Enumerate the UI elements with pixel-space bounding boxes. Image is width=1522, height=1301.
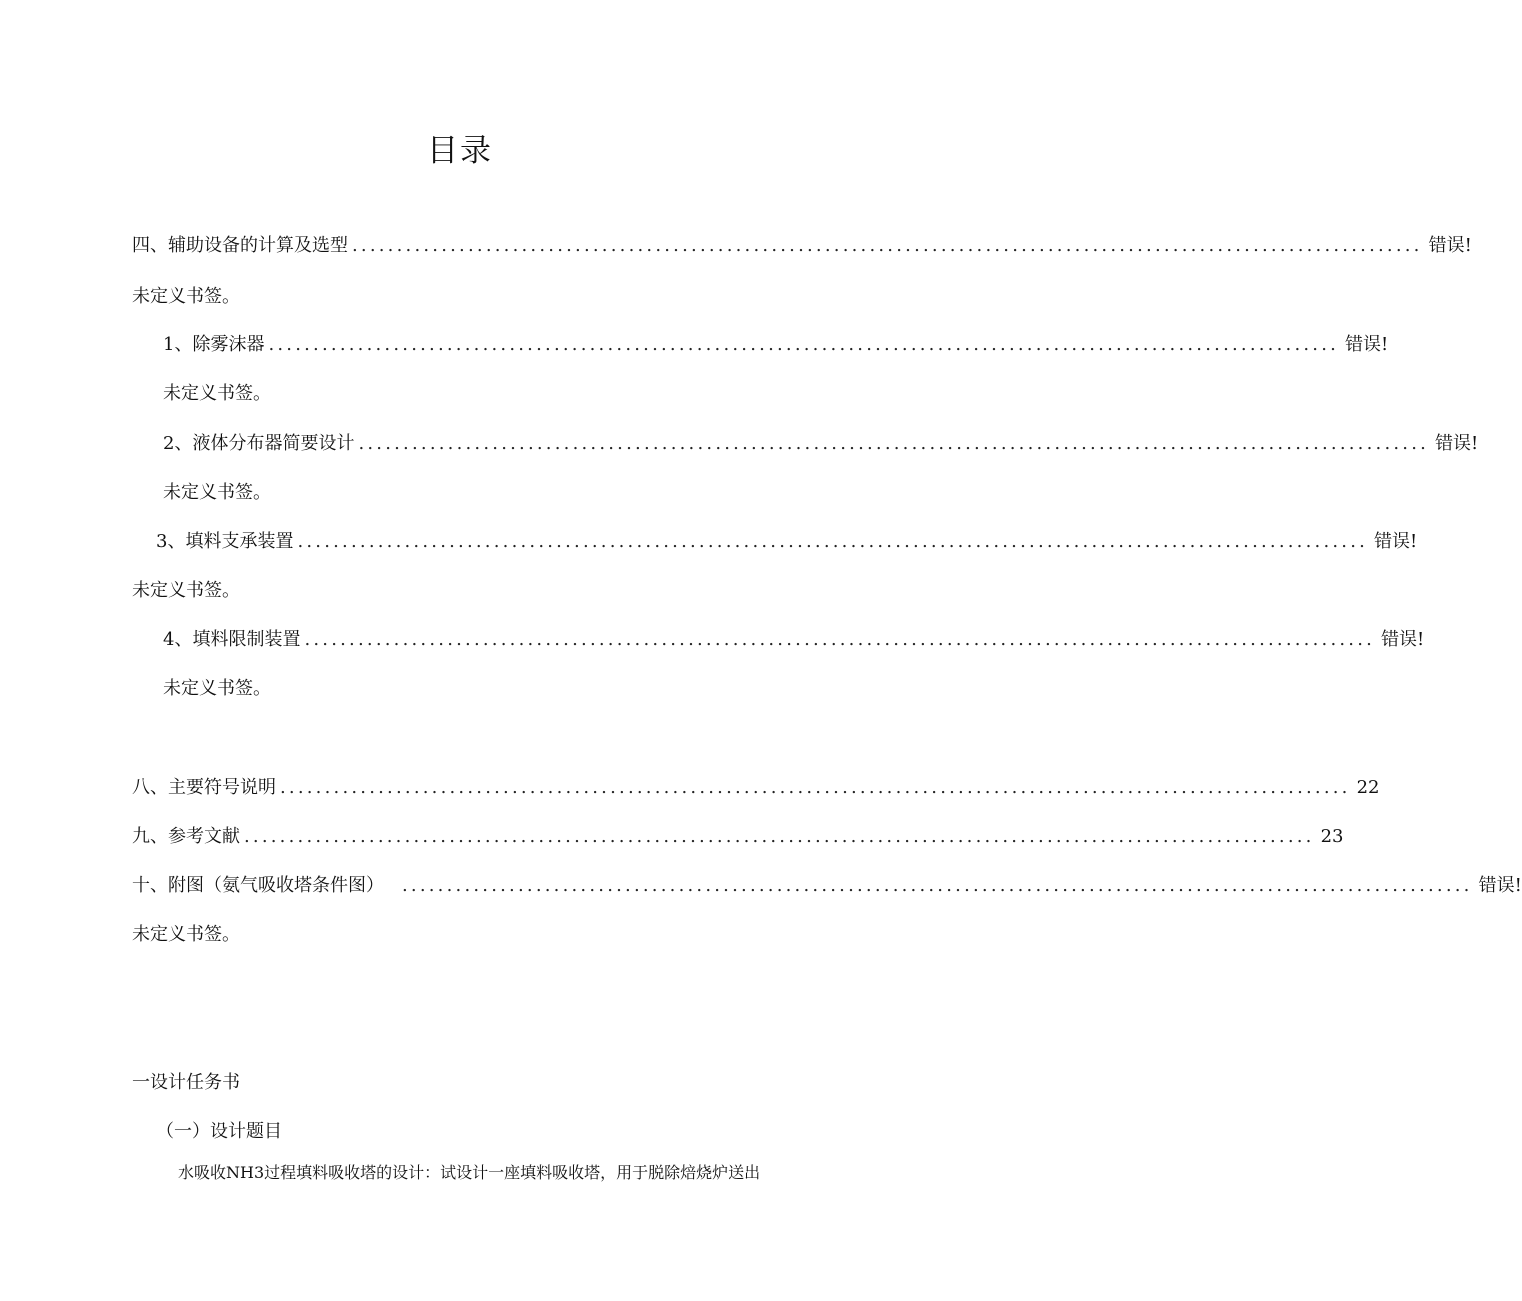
toc-leader-dots: ........................................................................................................................ — [244, 826, 1315, 847]
toc-page-ref: 错误! — [1428, 235, 1472, 256]
toc-entry-label: 九、参考文献 — [132, 826, 240, 847]
toc-entry-packing-support[interactable] — [156, 530, 1418, 554]
toc-entry-continuation: 未定义书签。 — [132, 580, 240, 601]
toc-leader-dots: ........................................................................................................................ — [280, 777, 1351, 798]
page-title: 目录 — [427, 133, 493, 169]
toc-page-ref: 错误! — [1435, 433, 1479, 454]
toc-leader-dots: ........................................................................................................................ — [268, 334, 1340, 355]
toc-entry-symbols[interactable] — [132, 776, 1380, 800]
toc-entry-continuation: 未定义书签。 — [163, 678, 271, 699]
toc-entry-label: 1、除雾沫器 — [163, 334, 265, 355]
toc-page-ref: 22 — [1356, 777, 1380, 798]
toc-page-ref: 错误! — [1374, 531, 1418, 552]
body-paragraph: 水吸收NH3过程填料吸收塔的设计：试设计一座填料吸收塔，用于脱除焙烧炉送出 — [178, 1163, 761, 1182]
toc-page-ref: 错误! — [1381, 629, 1425, 650]
toc-entry-label: 4、填料限制装置 — [163, 629, 301, 650]
toc-leader-dots: ........................................................................................................................ — [358, 433, 1430, 454]
toc-entry-liquid-distributor[interactable] — [163, 432, 1479, 456]
toc-entry-label: 八、主要符号说明 — [132, 777, 276, 798]
toc-entry-label: 2、液体分布器简要设计 — [163, 433, 355, 454]
toc-entry-label: 四、辅助设备的计算及选型 — [132, 235, 348, 256]
toc-entry-continuation: 未定义书签。 — [163, 383, 271, 404]
section-heading: 一设计任务书 — [132, 1072, 240, 1093]
toc-entry-auxiliary-equipment[interactable] — [132, 234, 1472, 258]
toc-entry-references[interactable] — [132, 825, 1344, 849]
toc-entry-label: 3、填料支承装置 — [156, 531, 294, 552]
toc-entry-continuation: 未定义书签。 — [132, 924, 240, 945]
toc-leader-dots: ........................................................................................................................ — [352, 235, 1423, 256]
toc-entry-appendix-figure[interactable] — [132, 874, 1522, 898]
toc-leader-dots: ........................................................................................................................ — [402, 875, 1473, 896]
toc-entry-packing-restrainer[interactable] — [163, 628, 1425, 652]
toc-entry-label: 十、附图（氨气吸收塔条件图） — [132, 875, 384, 896]
toc-leader-dots: ........................................................................................................................ — [297, 531, 1369, 552]
toc-page-ref: 错误! — [1478, 875, 1522, 896]
subsection-heading: （一）设计题目 — [156, 1121, 282, 1142]
toc-page-ref: 错误! — [1345, 334, 1389, 355]
toc-entry-continuation: 未定义书签。 — [163, 482, 271, 503]
toc-page-ref: 23 — [1320, 826, 1344, 847]
toc-entry-demister[interactable] — [163, 333, 1389, 357]
toc-entry-continuation: 未定义书签。 — [132, 286, 240, 307]
toc-leader-dots: ........................................................................................................................ — [304, 629, 1376, 650]
